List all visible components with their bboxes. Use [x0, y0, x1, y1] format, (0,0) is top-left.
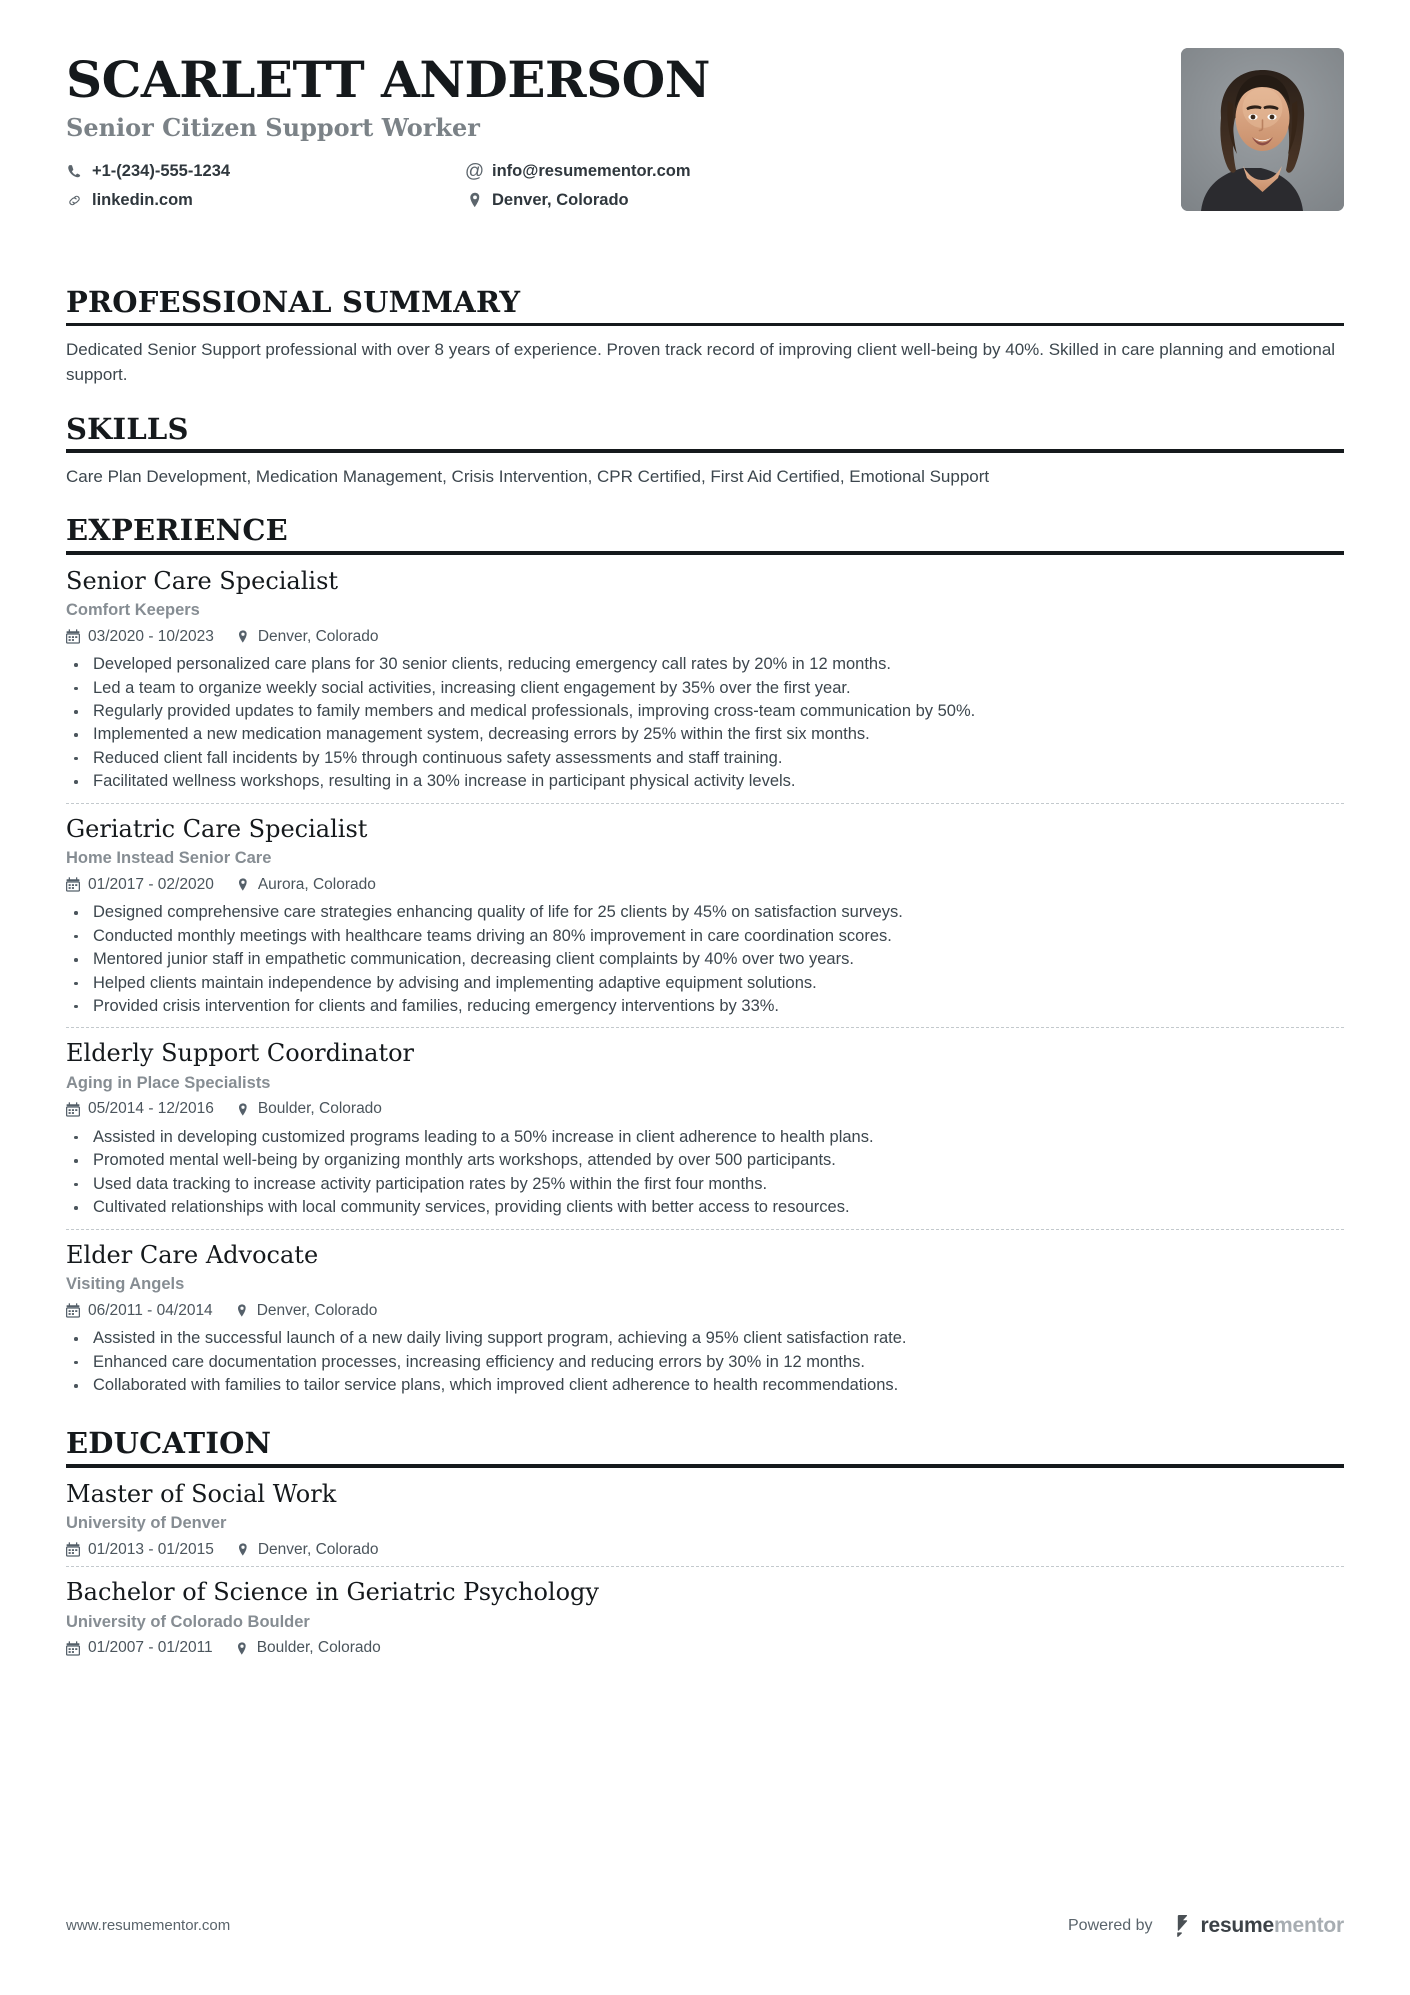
list-item: Used data tracking to increase activity participation rates by 25% within the first four months.: [66, 1173, 1344, 1196]
education-entry: [66, 1566, 1344, 1665]
entry-dates: [66, 629, 214, 645]
contact-location[interactable]: [466, 192, 1181, 209]
page-footer: [66, 1914, 1344, 1937]
education-list: [66, 1480, 1344, 1665]
list-item: Implemented a new medication management system, decreasing errors by 25% within the first six months.: [66, 723, 1344, 746]
location-pin-icon: [236, 1542, 250, 1557]
contact-link-text: linkedin.com: [92, 191, 193, 210]
brand-word-mentor: mentor: [1274, 1914, 1344, 1937]
section-skills: [66, 411, 1344, 490]
experience-role: Senior Care Specialist: [66, 566, 339, 595]
location-pin-icon: [236, 629, 250, 644]
list-item: Reduced client fall incidents by 15% through continuous safety assessments and staff training.: [66, 747, 1344, 770]
section-title-experience: EXPERIENCE: [66, 513, 288, 548]
entry-location-text: Boulder, Colorado: [256, 1639, 381, 1657]
contact-phone-text: +1-(234)-555-1234: [92, 162, 231, 181]
contact-location-text: Denver, Colorado: [492, 191, 629, 210]
resumementor-mark-icon: [1175, 1914, 1194, 1937]
experience-role: Elder Care Advocate: [66, 1240, 319, 1269]
contact-email-text: info@resumementor.com: [492, 162, 691, 181]
entry-dates-text: 05/2014 - 12/2016: [88, 1100, 214, 1118]
brand-mark-glyph: [1175, 1914, 1194, 1937]
experience-employer: Aging in Place Specialists: [66, 1073, 271, 1092]
avatar: [1181, 48, 1344, 211]
list-item: Assisted in the successful launch of a new daily living support program, achieving a 95% client satisfaction rate.: [66, 1327, 1344, 1350]
entry-dates-text: 03/2020 - 10/2023: [88, 627, 214, 645]
page-title: SCARLETT ANDERSON: [66, 50, 710, 109]
experience-bullet-list: [66, 1126, 1344, 1220]
experience-bullet-list: [66, 1327, 1344, 1397]
entry-location-text: Boulder, Colorado: [257, 1100, 382, 1118]
section-title-education: EDUCATION: [66, 1426, 272, 1461]
header-identity-block: [66, 46, 1181, 215]
experience-role: Elderly Support Coordinator: [66, 1039, 415, 1068]
resumementor-logo: [1175, 1914, 1345, 1937]
section-education: [66, 1428, 1344, 1664]
experience-entry: [66, 567, 1344, 803]
entry-meta: [66, 1640, 1344, 1656]
entry-location-text: Denver, Colorado: [257, 627, 379, 645]
contact-link[interactable]: [66, 192, 466, 209]
entry-dates-text: 01/2017 - 02/2020: [88, 875, 214, 893]
entry-dates-text: 06/2011 - 04/2014: [88, 1301, 213, 1319]
experience-employer: Comfort Keepers: [66, 600, 200, 619]
list-item: Provided crisis intervention for clients and families, reducing emergency interventions by 33%.: [66, 995, 1344, 1018]
experience-bullet-list: [66, 901, 1344, 1018]
experience-entry: [66, 1027, 1344, 1228]
list-item: Led a team to organize weekly social activities, increasing client engagement by 35% over the first year.: [66, 677, 1344, 700]
link-icon: [66, 192, 83, 209]
entry-dates: [66, 1640, 213, 1656]
entry-location: [236, 1542, 379, 1558]
list-item: Developed personalized care plans for 30 senior clients, reducing emergency call rates by 20% in 12 months.: [66, 653, 1344, 676]
list-item: Helped clients maintain independence by advising and implementing adaptive equipment solutions.: [66, 972, 1344, 995]
experience-entry: [66, 1229, 1344, 1407]
email-icon: @: [464, 160, 485, 182]
education-institution: University of Denver: [66, 1513, 227, 1532]
skills-text: Care Plan Development, Medication Management, Crisis Intervention, CPR Certified, First Aid Certified, Emotional Support: [66, 466, 990, 486]
resume-header: [66, 46, 1344, 261]
list-item: Conducted monthly meetings with healthcare teams driving an 80% improvement in care coordination scores.: [66, 925, 1344, 948]
entry-location-text: Denver, Colorado: [256, 1301, 378, 1319]
section-experience: [66, 515, 1344, 1406]
entry-dates-text: 01/2007 - 01/2011: [88, 1639, 213, 1657]
experience-employer: Home Instead Senior Care: [66, 848, 272, 867]
list-item: Facilitated wellness workshops, resulting in a 30% increase in participant physical activity levels.: [66, 770, 1344, 793]
entry-dates: [66, 1101, 214, 1117]
calendar-icon: [66, 1542, 80, 1557]
list-item: Collaborated with families to tailor service plans, which improved client adherence to health recommendations.: [66, 1374, 1344, 1397]
entry-meta: [66, 1303, 1344, 1319]
entry-dates: [66, 1542, 214, 1558]
phone-icon: [66, 163, 83, 180]
location-pin-icon: [235, 1641, 249, 1656]
calendar-icon: [66, 877, 80, 892]
entry-location: [235, 1303, 378, 1319]
brand-word-resume: resume: [1200, 1914, 1275, 1937]
list-item: Regularly provided updates to family members and medical professionals, improving cross-team communication by 50%.: [66, 700, 1344, 723]
experience-bullet-list: [66, 653, 1344, 794]
list-item: Designed comprehensive care strategies enhancing quality of life for 25 clients by 45% on satisfaction surveys.: [66, 901, 1344, 924]
education-institution: University of Colorado Boulder: [66, 1612, 310, 1631]
entry-location: [236, 877, 376, 893]
education-degree: Bachelor of Science in Geriatric Psychology: [66, 1578, 599, 1607]
location-pin-icon: [236, 1102, 250, 1117]
calendar-icon: [66, 1102, 80, 1117]
entry-dates-text: 01/2013 - 01/2015: [88, 1540, 214, 1558]
experience-list: [66, 567, 1344, 1407]
calendar-icon: [66, 1303, 80, 1318]
section-divider: [66, 1464, 1344, 1468]
section-title-skills: SKILLS: [66, 411, 189, 446]
education-degree: Master of Social Work: [66, 1479, 337, 1508]
entry-location: [236, 629, 379, 645]
list-item: Mentored junior staff in empathetic communication, decreasing client complaints by 40% over two years.: [66, 948, 1344, 971]
entry-location: [236, 1101, 382, 1117]
section-title-summary: PROFESSIONAL SUMMARY: [66, 285, 521, 319]
entry-location-text: Aurora, Colorado: [257, 875, 376, 893]
footer-website-url[interactable]: www.resumementor.com: [66, 1917, 231, 1934]
powered-by-label: Powered by: [1068, 1916, 1153, 1934]
entry-meta: [66, 1542, 1344, 1558]
list-item: Cultivated relationships with local community services, providing clients with better access to resources.: [66, 1196, 1344, 1219]
profile-photo-illustration: [1181, 48, 1344, 211]
calendar-icon: [66, 1641, 80, 1656]
list-item: Enhanced care documentation processes, increasing efficiency and reducing errors by 30% in 12 months.: [66, 1351, 1344, 1374]
experience-role: Geriatric Care Specialist: [66, 814, 368, 843]
experience-employer: Visiting Angels: [66, 1274, 185, 1293]
entry-meta: [66, 1101, 1344, 1117]
summary-text: Dedicated Senior Support professional with over 8 years of experience. Proven track record of improving client well-being by 40%. Skilled in care planning and emotional support.: [66, 340, 1336, 384]
entry-location-text: Denver, Colorado: [257, 1540, 379, 1558]
section-professional-summary: [66, 287, 1344, 388]
location-pin-icon: [236, 877, 250, 892]
job-title-subtitle: Senior Citizen Support Worker: [66, 113, 480, 142]
experience-entry: [66, 803, 1344, 1028]
contact-phone[interactable]: [66, 163, 466, 180]
list-item: Assisted in developing customized programs leading to a 50% increase in client adherence to health plans.: [66, 1126, 1344, 1149]
section-divider: [66, 551, 1344, 555]
location-pin-icon: [466, 192, 483, 209]
location-pin-icon: [235, 1303, 249, 1318]
entry-location: [235, 1640, 381, 1656]
education-entry: [66, 1480, 1344, 1567]
entry-dates: [66, 1303, 213, 1319]
calendar-icon: [66, 629, 80, 644]
contact-email[interactable]: [464, 160, 1181, 182]
entry-meta: [66, 877, 1344, 893]
entry-dates: [66, 877, 214, 893]
list-item: Promoted mental well-being by organizing monthly arts workshops, attended by over 500 participants.: [66, 1149, 1344, 1172]
brand-wordmark: [1201, 1915, 1345, 1936]
footer-branding: [1068, 1914, 1344, 1937]
section-divider: [66, 323, 1344, 327]
section-divider: [66, 449, 1344, 453]
entry-meta: [66, 629, 1344, 645]
contact-details: [66, 157, 1181, 215]
